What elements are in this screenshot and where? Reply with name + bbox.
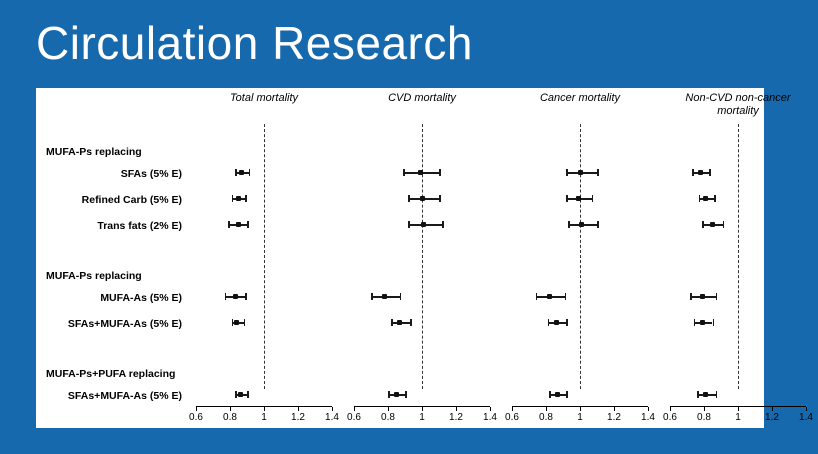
point-estimate — [233, 294, 238, 299]
ci-cap — [245, 293, 247, 300]
x-tick-label: 0.8 — [381, 412, 395, 423]
ci-cap — [566, 391, 568, 398]
ci-cap — [566, 319, 568, 326]
ci-cap — [408, 221, 410, 228]
row-label: SFAs+MUFA-As (5% E) — [67, 390, 182, 402]
x-tick — [422, 407, 423, 411]
ci-cap — [566, 195, 568, 202]
point-estimate — [578, 170, 583, 175]
reference-line — [580, 124, 581, 389]
x-tick-label: 0.6 — [663, 412, 677, 423]
ci-cap — [244, 319, 246, 326]
x-tick — [230, 407, 231, 411]
x-tick-label: 0.8 — [697, 412, 711, 423]
ci-cap — [716, 391, 718, 398]
ci-cap — [405, 391, 407, 398]
ci-cap — [716, 293, 718, 300]
point-estimate — [418, 170, 423, 175]
ci-cap — [592, 195, 594, 202]
subplot — [512, 124, 648, 389]
x-tick-label: 1.4 — [799, 412, 813, 423]
column-header: CVD mortality — [388, 92, 456, 104]
ci-cap — [245, 195, 247, 202]
reference-line — [264, 124, 265, 389]
x-tick-label: 1.4 — [483, 412, 497, 423]
point-estimate — [421, 222, 426, 227]
ci-cap — [371, 293, 373, 300]
x-tick — [264, 407, 265, 411]
point-estimate — [576, 196, 581, 201]
x-tick — [354, 407, 355, 411]
point-estimate — [236, 222, 241, 227]
x-tick — [580, 407, 581, 411]
point-estimate — [710, 222, 715, 227]
column-header: Total mortality — [229, 92, 299, 104]
ci-cap — [709, 169, 711, 176]
x-tick-label: 1.2 — [765, 412, 779, 423]
row-label: Refined Carb (5% E) — [81, 194, 182, 206]
point-estimate — [234, 320, 239, 325]
ci-cap — [439, 169, 441, 176]
ci-cap — [388, 391, 390, 398]
point-estimate — [420, 196, 425, 201]
row-label: Trans fats (2% E) — [97, 220, 182, 232]
ci-cap — [391, 319, 393, 326]
ci-cap — [566, 169, 568, 176]
ci-cap — [228, 221, 230, 228]
x-tick-label: 1 — [419, 412, 425, 423]
x-tick — [512, 407, 513, 411]
ci-cap — [439, 195, 441, 202]
point-estimate — [555, 392, 560, 397]
ci-cap — [235, 391, 237, 398]
x-tick — [648, 407, 649, 411]
ci-cap — [697, 391, 699, 398]
ci-cap — [536, 293, 538, 300]
ci-cap — [597, 221, 599, 228]
point-estimate — [239, 170, 244, 175]
x-tick-label: 0.8 — [223, 412, 237, 423]
x-tick-label: 1 — [735, 412, 741, 423]
group-label: MUFA-Ps replacing — [46, 270, 142, 282]
group-label: MUFA-Ps+PUFA replacing — [46, 368, 176, 380]
x-tick — [298, 407, 299, 411]
ci-cap — [699, 195, 701, 202]
point-estimate — [703, 392, 708, 397]
ci-cap — [247, 221, 249, 228]
ci-cap — [714, 195, 716, 202]
x-tick-label: 1.2 — [449, 412, 463, 423]
reference-line — [738, 124, 739, 389]
point-estimate — [547, 294, 552, 299]
group-label: MUFA-Ps replacing — [46, 146, 142, 158]
point-estimate — [397, 320, 402, 325]
ci-cap — [548, 319, 550, 326]
row-label: SFAs+MUFA-As (5% E) — [67, 318, 182, 330]
point-estimate — [698, 170, 703, 175]
x-tick — [614, 407, 615, 411]
point-estimate — [238, 392, 243, 397]
x-tick — [738, 407, 739, 411]
x-tick — [546, 407, 547, 411]
reference-line — [422, 124, 423, 389]
x-tick — [388, 407, 389, 411]
ci-cap — [690, 293, 692, 300]
x-tick-label: 0.6 — [189, 412, 203, 423]
point-estimate — [394, 392, 399, 397]
x-tick — [806, 407, 807, 411]
x-tick-label: 1.4 — [641, 412, 655, 423]
ci-cap — [247, 391, 249, 398]
point-estimate — [700, 294, 705, 299]
subplot — [670, 124, 806, 389]
ci-cap — [225, 293, 227, 300]
x-tick — [704, 407, 705, 411]
x-tick-label: 1 — [577, 412, 583, 423]
ci-cap — [565, 293, 567, 300]
ci-cap — [694, 319, 696, 326]
ci-cap — [232, 195, 234, 202]
x-tick-label: 1.2 — [291, 412, 305, 423]
x-tick-label: 1.2 — [607, 412, 621, 423]
ci-cap — [549, 391, 551, 398]
x-tick-label: 0.8 — [539, 412, 553, 423]
ci-cap — [408, 195, 410, 202]
point-estimate — [700, 320, 705, 325]
column-header: Non-CVD non-cancer mortality — [685, 92, 791, 117]
ci-cap — [235, 169, 237, 176]
row-label: SFAs (5% E) — [120, 168, 182, 180]
ci-cap — [702, 221, 704, 228]
point-estimate — [236, 196, 241, 201]
ci-cap — [410, 319, 412, 326]
ci-cap — [249, 169, 251, 176]
subplot — [354, 124, 490, 389]
ci-cap — [403, 169, 405, 176]
row-label: MUFA-As (5% E) — [100, 292, 182, 304]
ci-cap — [597, 169, 599, 176]
x-tick — [196, 407, 197, 411]
ci-cap — [400, 293, 402, 300]
x-tick — [490, 407, 491, 411]
forest-plot-figure — [36, 88, 813, 428]
x-tick — [332, 407, 333, 411]
point-estimate — [382, 294, 387, 299]
ci-cap — [232, 319, 234, 326]
point-estimate — [703, 196, 708, 201]
point-estimate — [554, 320, 559, 325]
x-tick-label: 1 — [261, 412, 267, 423]
column-header: Cancer mortality — [539, 92, 621, 104]
journal-title: Circulation Research — [36, 17, 473, 69]
ci-cap — [723, 221, 725, 228]
ci-cap — [442, 221, 444, 228]
point-estimate — [579, 222, 584, 227]
ci-cap — [713, 319, 715, 326]
x-tick — [772, 407, 773, 411]
subplot — [196, 124, 332, 389]
x-tick-label: 0.6 — [347, 412, 361, 423]
x-tick — [456, 407, 457, 411]
ci-cap — [692, 169, 694, 176]
x-tick-label: 1.4 — [325, 412, 339, 423]
x-tick-label: 0.6 — [505, 412, 519, 423]
ci-cap — [568, 221, 570, 228]
x-tick — [670, 407, 671, 411]
